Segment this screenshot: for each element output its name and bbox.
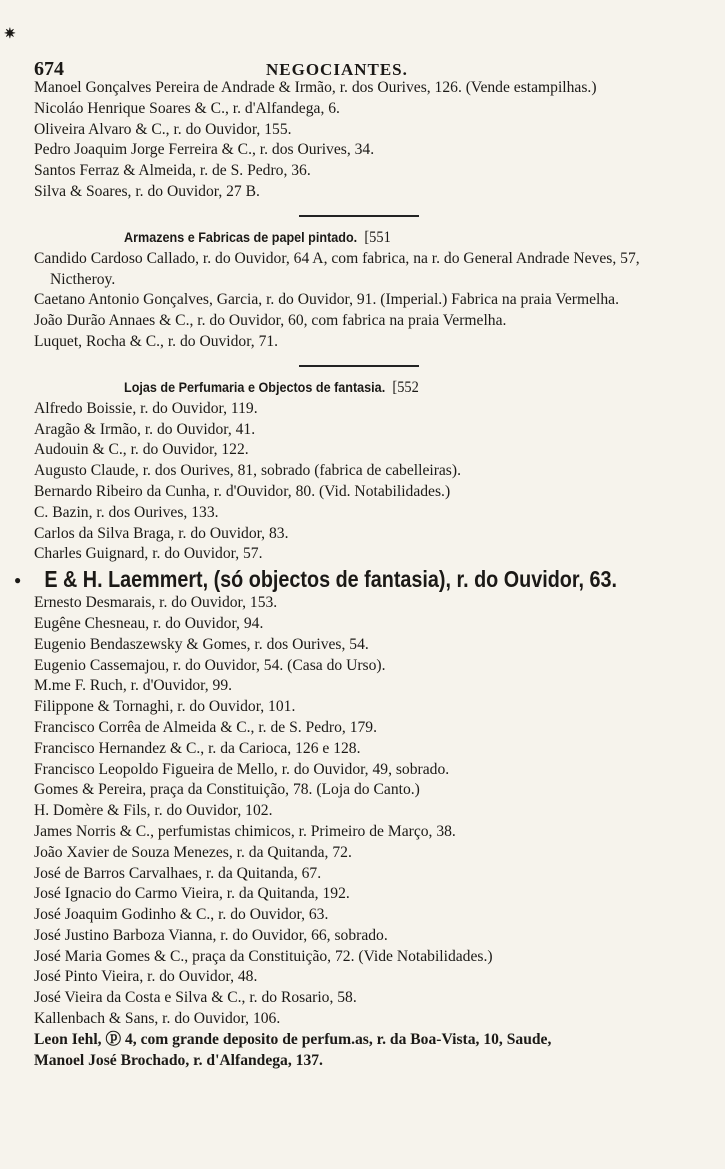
directory-page (4, 27, 684, 1071)
list-item: José Maria Gomes & C., praça da Constituição, 72. (Vide Notabilidades.) (34, 947, 493, 965)
section-number: [552 (392, 378, 419, 396)
section-number: [551 (364, 228, 391, 246)
featured-entry-row (14, 565, 684, 593)
list-item: Francisco Corrêa de Almeida & C., r. de S. Pedro, 179. (34, 718, 378, 736)
list-item: Caetano Antonio Gonçalves, Garcia, r. do Ouvidor, 91. (Imperial.) Fabrica na praia Vermelha. (34, 291, 619, 309)
list-item: Aragão & Irmão, r. do Ouvidor, 41. (34, 420, 256, 438)
list-item: Ernesto Desmarais, r. do Ouvidor, 153. (34, 594, 278, 612)
section-title-text: Lojas de Perfumaria e Objectos de fantasia. (124, 378, 386, 395)
list-item: João Durão Annaes & C., r. do Ouvidor, 60, com fabrica na praia Vermelha. (34, 312, 507, 330)
list-item: Gomes & Pereira, praça da Constituição, 78. (Loja do Canto.) (34, 781, 420, 799)
list-item: Santos Ferraz & Almeida, r. de S. Pedro, 36. (34, 162, 311, 180)
list-item: Pedro Joaquim Jorge Ferreira & C., r. dos Ourives, 34. (34, 141, 375, 159)
bullet-icon: ● (14, 573, 22, 588)
section-title (34, 376, 619, 399)
list-item: Eugenio Cassemajou, r. do Ouvidor, 54. (Casa do Urso). (34, 656, 386, 674)
list-item: Kallenbach & Sans, r. do Ouvidor, 106. (34, 1010, 281, 1028)
list-item: Alfredo Boissie, r. do Ouvidor, 119. (34, 399, 258, 417)
list-item: Leon Iehl, ⓟ 4, com grande deposito de perfum.as, r. da Boa-Vista, 10, Saude, (34, 1030, 552, 1048)
list-item: João Xavier de Souza Menezes, r. da Quitanda, 72. (34, 843, 352, 861)
featured-entry: E & H. Laemmert, (só objectos de fantasia), r. do Ouvidor, 63. (44, 566, 617, 593)
running-title: NEGOCIANTES. (266, 60, 408, 79)
list-item: Charles Guignard, r. do Ouvidor, 57. (34, 545, 263, 563)
list-item: Bernardo Ribeiro da Cunha, r. d'Ouvidor, 80. (Vid. Notabilidades.) (34, 482, 451, 500)
list-item: Carlos da Silva Braga, r. do Ouvidor, 83. (34, 524, 289, 542)
page-header (4, 27, 684, 80)
list-item: H. Domère & Fils, r. do Ouvidor, 102. (34, 802, 273, 820)
list-item: M.me F. Ruch, r. d'Ouvidor, 99. (34, 677, 233, 695)
list-item: Filippone & Tornaghi, r. do Ouvidor, 101. (34, 698, 296, 716)
section-divider (299, 365, 419, 367)
list-item: C. Bazin, r. dos Ourives, 133. (34, 503, 219, 521)
list-item: Francisco Hernandez & C., r. da Carioca, 126 e 128. (34, 739, 361, 757)
list-item: José Ignacio do Carmo Vieira, r. da Quitanda, 192. (34, 885, 350, 903)
list-item: José Pinto Vieira, r. do Ouvidor, 48. (34, 968, 258, 986)
list-item: Oliveira Alvaro & C., r. do Ouvidor, 155. (34, 120, 292, 138)
list-item: José Justino Barboza Vianna, r. do Ouvidor, 66, sobrado. (34, 926, 388, 944)
list-item: Luquet, Rocha & C., r. do Ouvidor, 71. (34, 332, 279, 350)
section-title-text: Armazens e Fabricas de papel pintado. (124, 228, 358, 245)
list-item: José de Barros Carvalhaes, r. da Quitanda, 67. (34, 864, 322, 882)
section-title (34, 226, 619, 249)
intro-entries (34, 78, 684, 203)
page-number: 674 (34, 58, 64, 80)
ink-mark-icon: ✷ (4, 27, 16, 42)
section-divider (299, 215, 419, 217)
section-entries (34, 249, 684, 353)
section-entries (14, 399, 684, 1072)
list-item: Silva & Soares, r. do Ouvidor, 27 B. (34, 182, 260, 200)
list-item: Augusto Claude, r. dos Ourives, 81, sobrado (fabrica de cabelleiras). (34, 462, 461, 480)
list-item: Eugenio Bendaszewsky & Gomes, r. dos Ourives, 54. (34, 635, 369, 653)
list-item: James Norris & C., perfumistas chimicos, r. Primeiro de Março, 38. (34, 822, 456, 840)
list-item: Manoel Gonçalves Pereira de Andrade & Irmão, r. dos Ourives, 126. (Vende estampilhas.) (34, 79, 597, 96)
list-item: Manoel José Brochado, r. d'Alfandega, 137. (34, 1051, 323, 1069)
list-item: Eugêne Chesneau, r. do Ouvidor, 94. (34, 614, 264, 632)
list-item: Nicoláo Henrique Soares & C., r. d'Alfandega, 6. (34, 99, 340, 117)
list-item: Audouin & C., r. do Ouvidor, 122. (34, 441, 249, 459)
list-item: Francisco Leopoldo Figueira de Mello, r. do Ouvidor, 49, sobrado. (34, 760, 450, 778)
list-item: Candido Cardoso Callado, r. do Ouvidor, 64 A, com fabrica, na r. do General Andrade Neves, 57, Nictheroy. (34, 249, 640, 288)
list-item: José Vieira da Costa e Silva & C., r. do Rosario, 58. (34, 989, 357, 1007)
list-item: José Joaquim Godinho & C., r. do Ouvidor, 63. (34, 906, 329, 924)
